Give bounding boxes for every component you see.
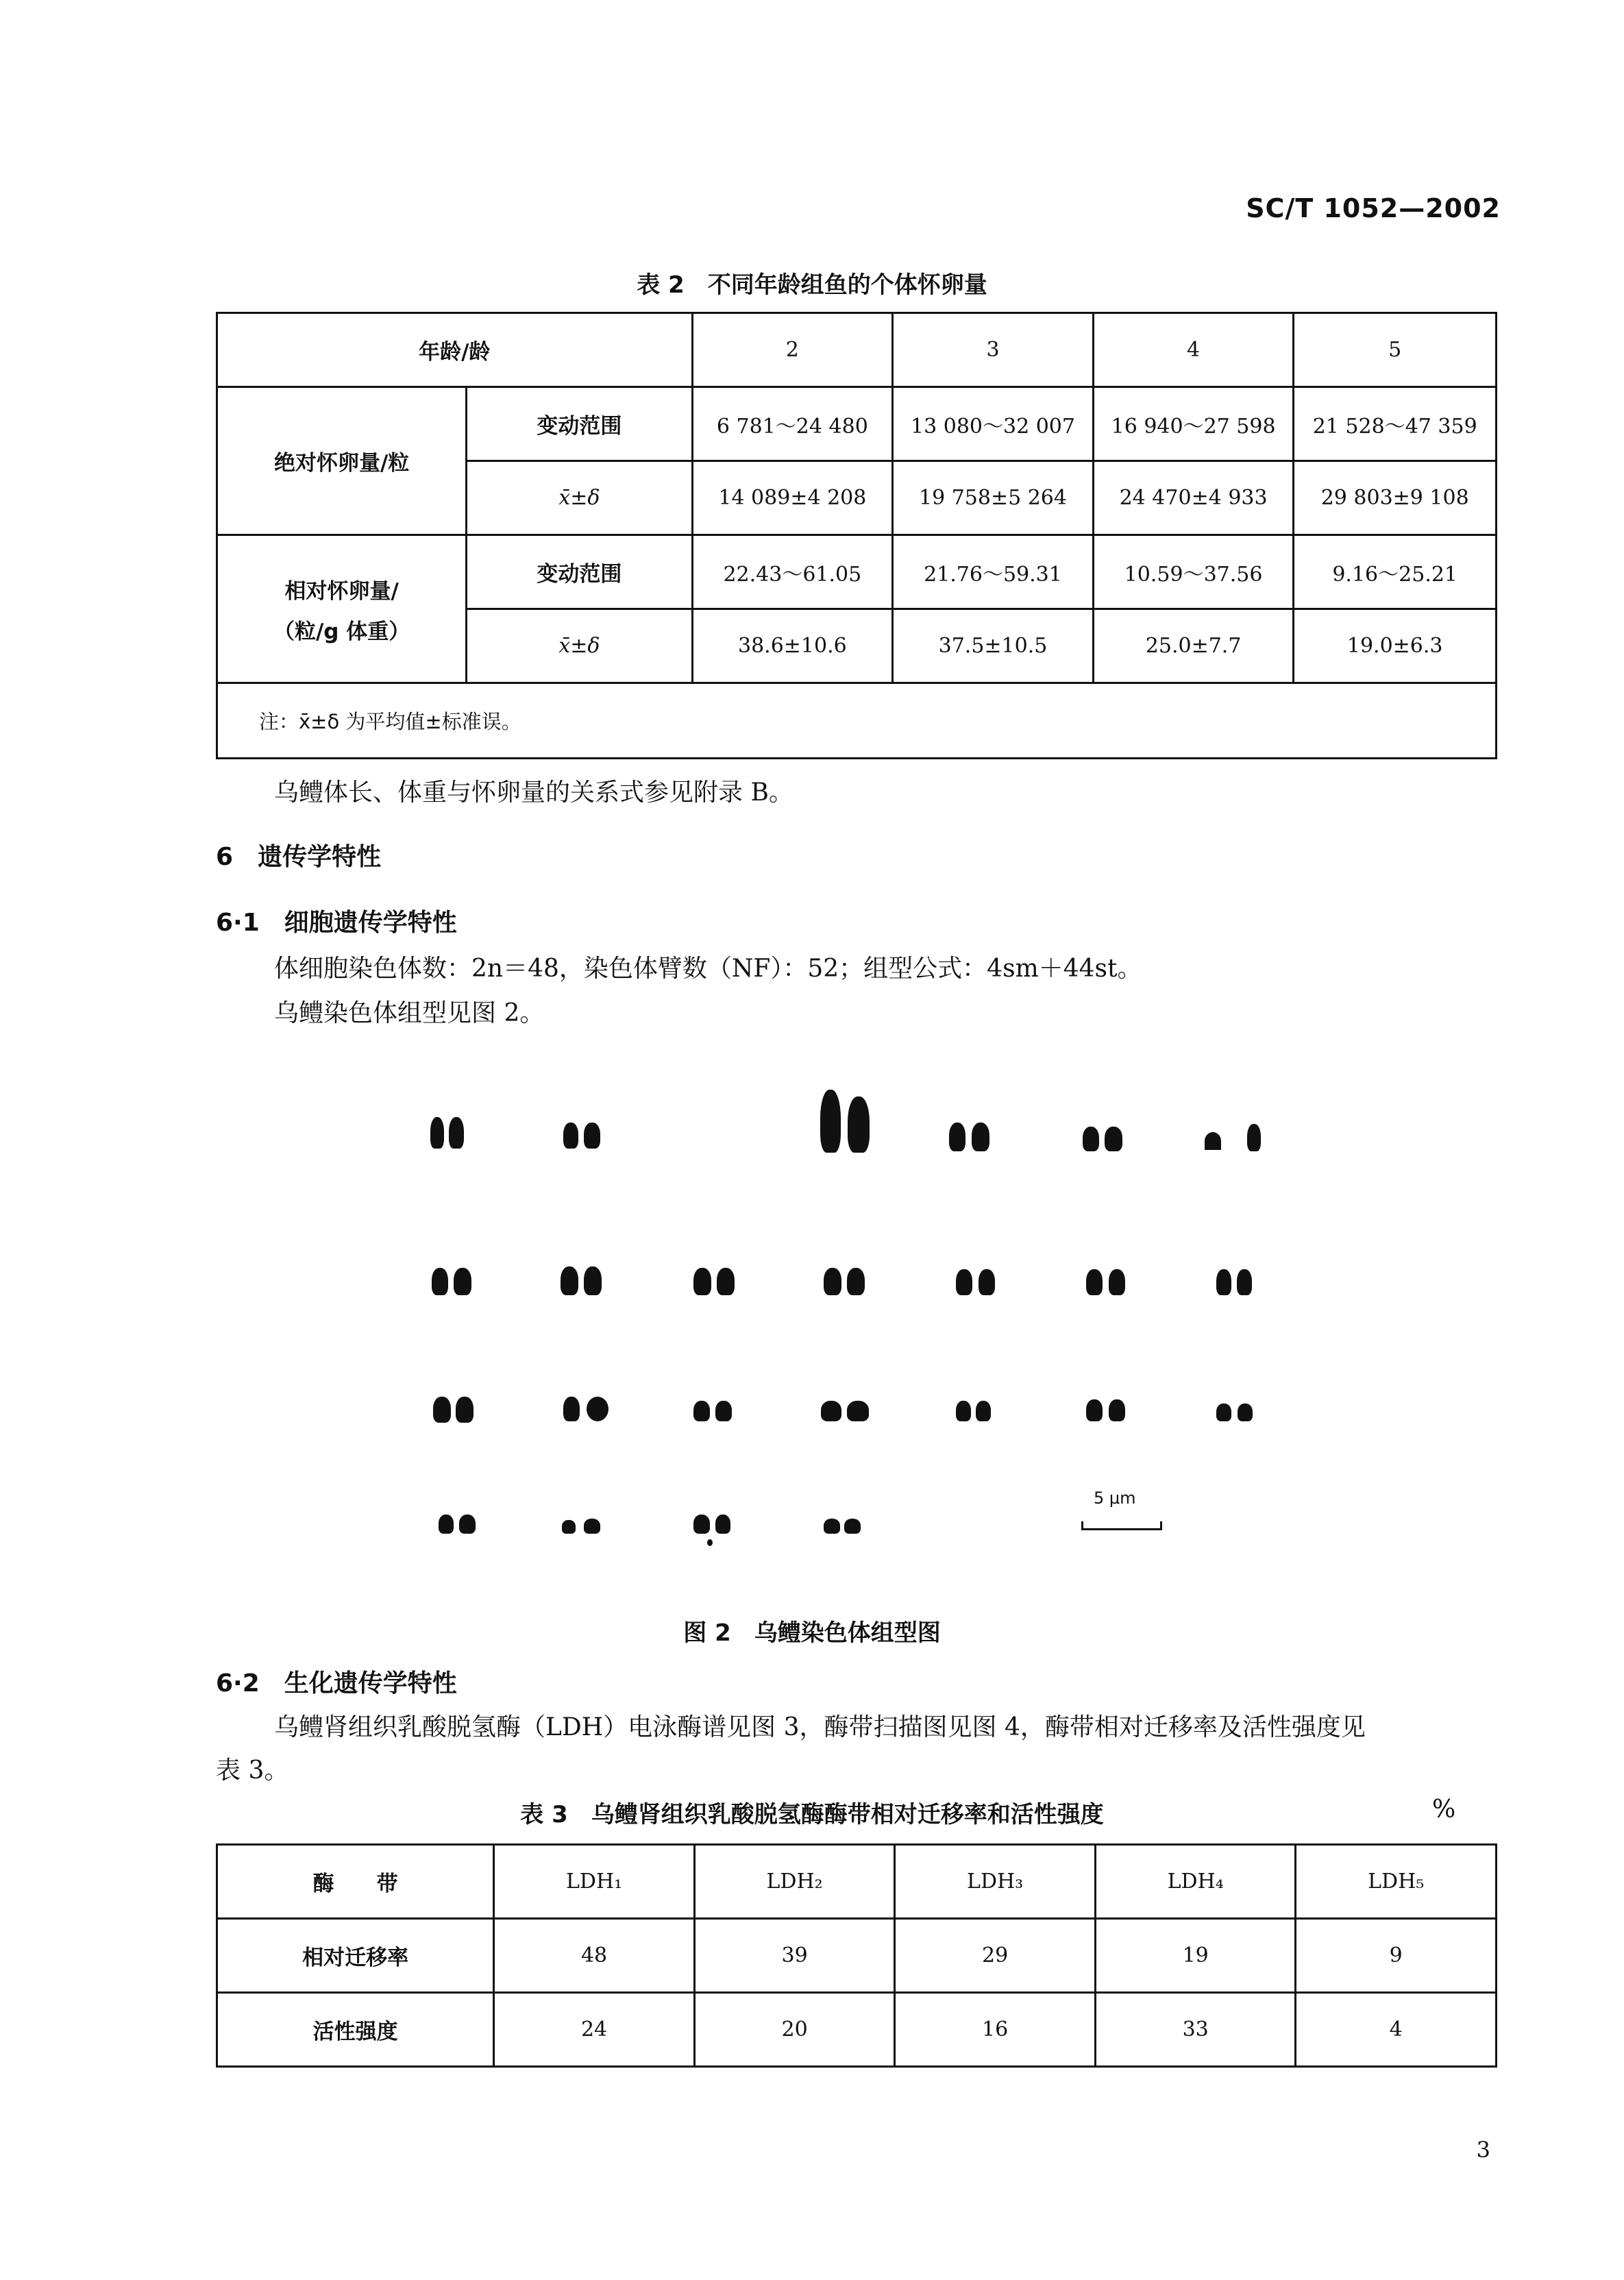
table-row	[217, 1919, 1497, 1993]
chromosome	[459, 1515, 476, 1534]
value-cell: 37.5±10.5	[893, 609, 1094, 683]
age-cell: 5	[1294, 313, 1497, 387]
section-6-2-heading	[216, 1664, 457, 1699]
activity-intensity-label: 活性强度	[217, 1993, 494, 2067]
value-cell: 9	[1296, 1919, 1497, 1993]
chromosome	[956, 1401, 971, 1421]
chromosome-count-text: 体细胞染色体数：2n＝48，染色体臂数（NF）：52；组型公式：4sm＋44st。	[274, 955, 1142, 983]
chromosome	[824, 1268, 841, 1295]
value-cell: 20	[694, 1993, 895, 2067]
chromosome	[1086, 1399, 1103, 1421]
chromosome	[433, 1397, 451, 1423]
band-header: 酶 带	[217, 1845, 494, 1919]
value-cell: 25.0±7.7	[1093, 609, 1294, 683]
section-title: 生化遗传学特性	[284, 1669, 457, 1697]
chromosome	[715, 1401, 732, 1421]
band-cell: LDH₁	[494, 1845, 695, 1919]
chromosome	[456, 1397, 473, 1423]
value-cell: 21.76～59.31	[893, 535, 1094, 609]
value-cell: 22.43～61.05	[692, 535, 893, 609]
value-cell: 39	[694, 1919, 895, 1993]
figure2-caption: 图 2 乌鳢染色体组型图	[683, 1619, 941, 1647]
chromosome	[432, 1268, 448, 1295]
age-header: 年龄/龄	[217, 313, 693, 387]
karyotype-figure	[0, 1069, 1624, 1576]
value-cell: 19	[1095, 1919, 1296, 1993]
age-cell: 2	[692, 313, 893, 387]
age-cell: 4	[1093, 313, 1294, 387]
chromosome	[693, 1515, 710, 1534]
range-label: 变动范围	[467, 535, 692, 609]
value-cell: 16	[895, 1993, 1096, 2067]
table2-note: 注：x̄±δ 为平均值±标准误。	[217, 683, 1497, 759]
chromosome	[976, 1401, 991, 1421]
value-cell: 19 758±5 264	[893, 461, 1094, 535]
table-row	[217, 535, 1497, 609]
chromosome	[949, 1123, 965, 1151]
relative-mobility-label: 相对迁移率	[217, 1919, 494, 1993]
value-cell: 48	[494, 1919, 695, 1993]
scale-label: 5 μm	[1094, 1488, 1136, 1508]
chromosome	[561, 1266, 578, 1295]
karyotype-ref-text: 乌鳢染色体组型见图 2。	[274, 999, 545, 1027]
value-cell: 33	[1095, 1993, 1296, 2067]
age-cell: 3	[893, 313, 1094, 387]
chromosome	[956, 1269, 972, 1295]
table-row	[217, 387, 1497, 461]
chromosome	[439, 1515, 454, 1534]
table3-unit: %	[1432, 1795, 1456, 1824]
chromosome	[1086, 1269, 1103, 1295]
mean-sd-label: x̄±δ	[467, 461, 692, 535]
table-row	[217, 1993, 1497, 2067]
mean-sd-label: x̄±δ	[467, 609, 692, 683]
ldh-text-line2: 表 3。	[216, 1756, 289, 1785]
section-number: 6·1	[216, 909, 260, 937]
section-number: 6·2	[216, 1669, 260, 1697]
absolute-fecundity-label: 绝对怀卵量/粒	[217, 387, 467, 535]
value-cell: 24 470±4 933	[1093, 461, 1294, 535]
chromosome	[707, 1539, 713, 1546]
chromosome	[562, 1520, 576, 1534]
chromosome	[693, 1268, 711, 1295]
relative-fecundity-line1: 相对怀卵量/	[284, 578, 399, 604]
table3	[216, 1843, 1497, 2068]
table2-note-row	[217, 683, 1497, 759]
chromosome	[430, 1117, 444, 1149]
chromosome	[821, 1401, 841, 1421]
chromosome	[847, 1268, 865, 1295]
chromosome	[1109, 1269, 1125, 1295]
section-6-heading	[216, 837, 381, 872]
table2	[216, 312, 1497, 759]
value-cell: 24	[494, 1993, 695, 2067]
chromosome	[847, 1401, 869, 1421]
chromosome	[584, 1519, 600, 1534]
chromosome	[972, 1123, 989, 1151]
chromosome	[1105, 1127, 1122, 1151]
band-cell: LDH₄	[1095, 1845, 1296, 1919]
value-cell: 13 080～32 007	[893, 387, 1094, 461]
chromosome	[563, 1123, 578, 1149]
chromosome	[693, 1401, 710, 1421]
relative-fecundity-label	[217, 535, 467, 683]
ldh-text-line1: 乌鳢肾组织乳酸脱氢酶（LDH）电泳酶谱见图 3，酶带扫描图见图 4，酶带相对迁移率及活性强度见	[274, 1713, 1366, 1741]
section-6-1-heading	[216, 903, 457, 938]
band-cell: LDH₃	[895, 1845, 1096, 1919]
chromosome	[1247, 1124, 1261, 1151]
standard-code: SC/T 1052—2002	[1246, 193, 1501, 223]
section-title: 遗传学特性	[258, 843, 382, 871]
value-cell: 6 781～24 480	[692, 387, 893, 461]
section-title: 细胞遗传学特性	[284, 909, 457, 937]
chromosome	[820, 1090, 841, 1153]
chromosome	[824, 1519, 840, 1534]
chromosome	[1238, 1403, 1253, 1421]
chromosome	[584, 1266, 602, 1295]
value-cell: 10.59～37.56	[1093, 535, 1294, 609]
chromosome	[563, 1397, 580, 1421]
chromosome	[1237, 1269, 1252, 1295]
chromosome	[1205, 1132, 1221, 1150]
chromosome	[1109, 1399, 1125, 1421]
chromosome	[715, 1515, 730, 1534]
range-label: 变动范围	[467, 387, 692, 461]
band-cell: LDH₅	[1296, 1845, 1497, 1919]
value-cell: 29 803±9 108	[1294, 461, 1497, 535]
chromosome	[454, 1268, 471, 1295]
section-number: 6	[216, 843, 234, 871]
paragraph-appendix-ref: 乌鳢体长、体重与怀卵量的关系式参见附录 B。	[274, 779, 793, 807]
value-cell: 14 089±4 208	[692, 461, 893, 535]
chromosome	[1216, 1403, 1231, 1421]
relative-fecundity-line2: （粒/g 体重）	[273, 619, 410, 644]
value-cell: 21 528～47 359	[1294, 387, 1497, 461]
chromosome	[844, 1519, 861, 1534]
chromosome	[587, 1397, 608, 1421]
value-cell: 29	[895, 1919, 1096, 1993]
chromosome	[1216, 1269, 1231, 1295]
value-cell: 38.6±10.6	[692, 609, 893, 683]
chromosome	[979, 1269, 995, 1295]
scale-bar	[1081, 1521, 1162, 1530]
chromosome	[1083, 1127, 1099, 1151]
value-cell: 19.0±6.3	[1294, 609, 1497, 683]
table2-caption: 表 2 不同年龄组鱼的个体怀卵量	[637, 271, 987, 299]
chromosome	[449, 1117, 464, 1149]
table3-header-row	[217, 1845, 1497, 1919]
value-cell: 4	[1296, 1993, 1497, 2067]
band-cell: LDH₂	[694, 1845, 895, 1919]
value-cell: 16 940～27 598	[1093, 387, 1294, 461]
table2-header-row	[217, 313, 1497, 387]
page-number: 3	[1476, 2137, 1490, 2163]
chromosome	[584, 1123, 600, 1149]
table3-caption: 表 3 乌鳢肾组织乳酸脱氢酶酶带相对迁移率和活性强度	[520, 1801, 1104, 1828]
chromosome	[717, 1268, 735, 1295]
chromosome	[848, 1096, 870, 1153]
value-cell: 9.16～25.21	[1294, 535, 1497, 609]
